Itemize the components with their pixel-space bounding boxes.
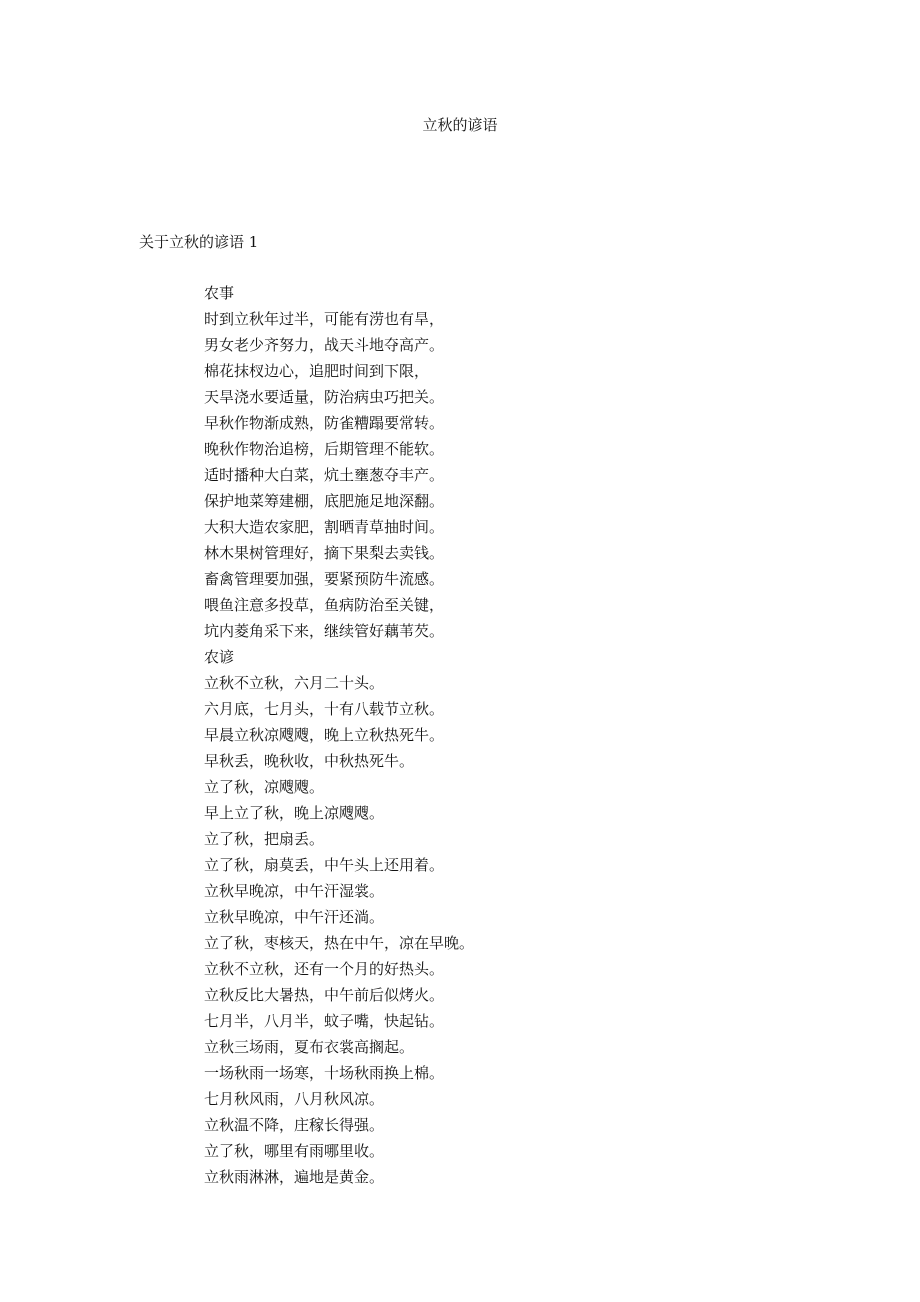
text-line: 早晨立秋凉飕飕，晚上立秋热死牛。 [204, 726, 445, 744]
text-line: 立秋温不降，庄稼长得强。 [204, 1116, 385, 1134]
text-line: 立了秋，把扇丢。 [204, 830, 325, 848]
text-line: 喂鱼注意多投草，鱼病防治至关键， [204, 596, 445, 614]
text-line: 早秋作物渐成熟，防雀糟蹋要常转。 [204, 414, 445, 432]
text-line: 六月底，七月头，十有八载节立秋。 [204, 700, 445, 718]
text-line: 立秋早晚凉，中午汗湿裳。 [204, 882, 385, 900]
text-line: 立了秋，枣核天，热在中午，凉在早晚。 [204, 934, 475, 952]
text-line: 大积大造农家肥，割晒青草抽时间。 [204, 518, 445, 536]
text-line: 立了秋，凉飕飕。 [204, 778, 325, 796]
text-line: 立了秋，哪里有雨哪里收。 [204, 1142, 385, 1160]
text-line: 适时播种大白菜，炕土壅葱夺丰产。 [204, 466, 445, 484]
text-line: 保护地菜筹建棚，底肥施足地深翻。 [204, 492, 445, 510]
text-line: 天旱浇水要适量，防治病虫巧把关。 [204, 388, 445, 406]
text-line: 立了秋，扇莫丢，中午头上还用着。 [204, 856, 445, 874]
text-line: 畜禽管理要加强，要紧预防牛流感。 [204, 570, 445, 588]
section-heading: 关于立秋的谚语 1 [139, 233, 259, 251]
text-line: 农事 [204, 284, 235, 302]
text-line: 早上立了秋，晚上凉飕飕。 [204, 804, 385, 822]
text-line: 立秋雨淋淋，遍地是黄金。 [204, 1168, 385, 1186]
text-line: 七月秋风雨，八月秋风凉。 [204, 1090, 385, 1108]
text-line: 立秋反比大暑热，中午前后似烤火。 [204, 986, 445, 1004]
text-line: 立秋早晚凉，中午汗还淌。 [204, 908, 385, 926]
text-line: 林木果树管理好，摘下果梨去卖钱。 [204, 544, 445, 562]
text-line: 棉花抹杈边心，追肥时间到下限， [204, 362, 430, 380]
proverb-list [204, 280, 474, 1190]
document-title: 立秋的谚语 [422, 116, 498, 134]
text-line: 时到立秋年过半，可能有涝也有旱， [204, 310, 445, 328]
text-line: 立秋三场雨，夏布衣裳高搁起。 [204, 1038, 415, 1056]
text-line: 早秋丢，晚秋收，中秋热死牛。 [204, 752, 415, 770]
text-line: 晚秋作物治追榜，后期管理不能软。 [204, 440, 445, 458]
text-line: 立秋不立秋，六月二十头。 [204, 674, 385, 692]
text-line: 坑内菱角采下来，继续管好藕苇芡。 [204, 622, 445, 640]
text-line: 七月半，八月半，蚊子嘴，快起钻。 [204, 1012, 445, 1030]
text-line: 立秋不立秋，还有一个月的好热头。 [204, 960, 445, 978]
text-line: 男女老少齐努力，战天斗地夺高产。 [204, 336, 445, 354]
text-line: 农谚 [204, 648, 235, 666]
text-line: 一场秋雨一场寒，十场秋雨换上棉。 [204, 1064, 445, 1082]
